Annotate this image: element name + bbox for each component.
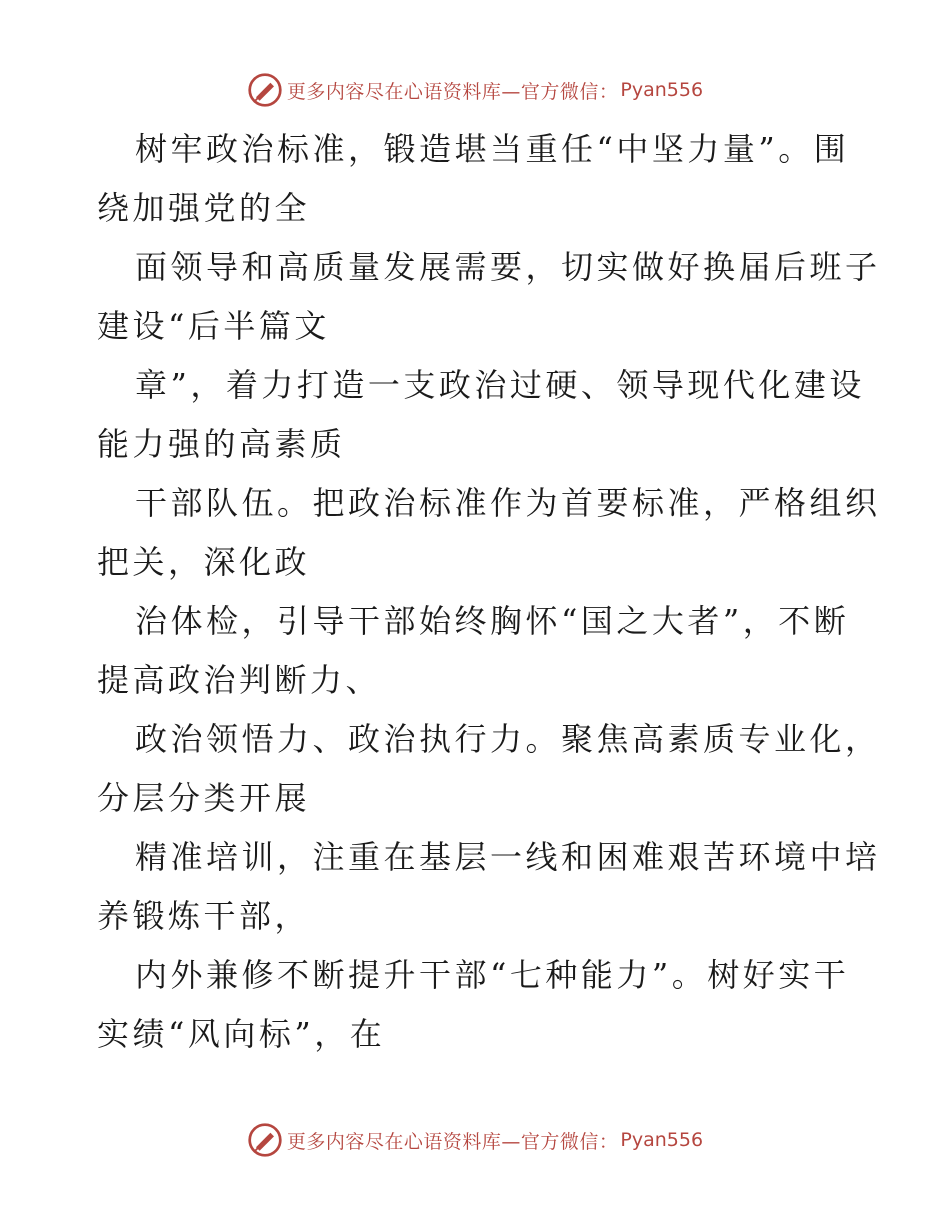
- text-line: 实绩“风向标”，在: [97, 1015, 386, 1053]
- text-line: 分层分类开展: [97, 779, 311, 817]
- text-line: 治体检，引导干部始终胸怀“国之大者”，不断: [135, 602, 850, 640]
- text-line: 精准培训，注重在基层一线和困难艰苦环境中培: [135, 838, 881, 876]
- text-line: 面领导和高质量发展需要，切实做好换届后班子: [135, 248, 881, 286]
- text-line: 章”，着力打造一支政治过硬、领导现代化建设: [135, 366, 865, 404]
- banner-wechat-id: Pyan556: [620, 79, 704, 101]
- document-body: [97, 120, 881, 1064]
- footer-watermark-banner: [0, 1120, 950, 1160]
- banner-text: 更多内容尽在心语资料库—官方微信：: [286, 80, 619, 103]
- quill-logo-icon: [247, 1122, 283, 1158]
- text-line: 把关，深化政: [97, 543, 311, 581]
- text-line: 政治领悟力、政治执行力。聚焦高素质专业化，: [135, 720, 881, 758]
- text-line: 干部队伍。把政治标准作为首要标准，严格组织: [135, 484, 881, 522]
- text-line: 绕加强党的全: [97, 189, 311, 227]
- banner-wechat-id: Pyan556: [620, 1129, 704, 1151]
- text-line: 树牢政治标准，锻造堪当重任“中坚力量”。围: [135, 130, 850, 168]
- text-line: 内外兼修不断提升干部“七种能力”。树好实干: [135, 956, 850, 994]
- text-line: 建设“后半篇文: [97, 307, 330, 345]
- text-line: 能力强的高素质: [97, 425, 346, 463]
- text-line: 养锻炼干部，: [97, 897, 311, 935]
- text-line: 提高政治判断力、: [97, 661, 382, 699]
- banner-text: 更多内容尽在心语资料库—官方微信：: [286, 1130, 619, 1153]
- header-watermark-banner: [0, 70, 950, 110]
- quill-logo-icon: [247, 72, 283, 108]
